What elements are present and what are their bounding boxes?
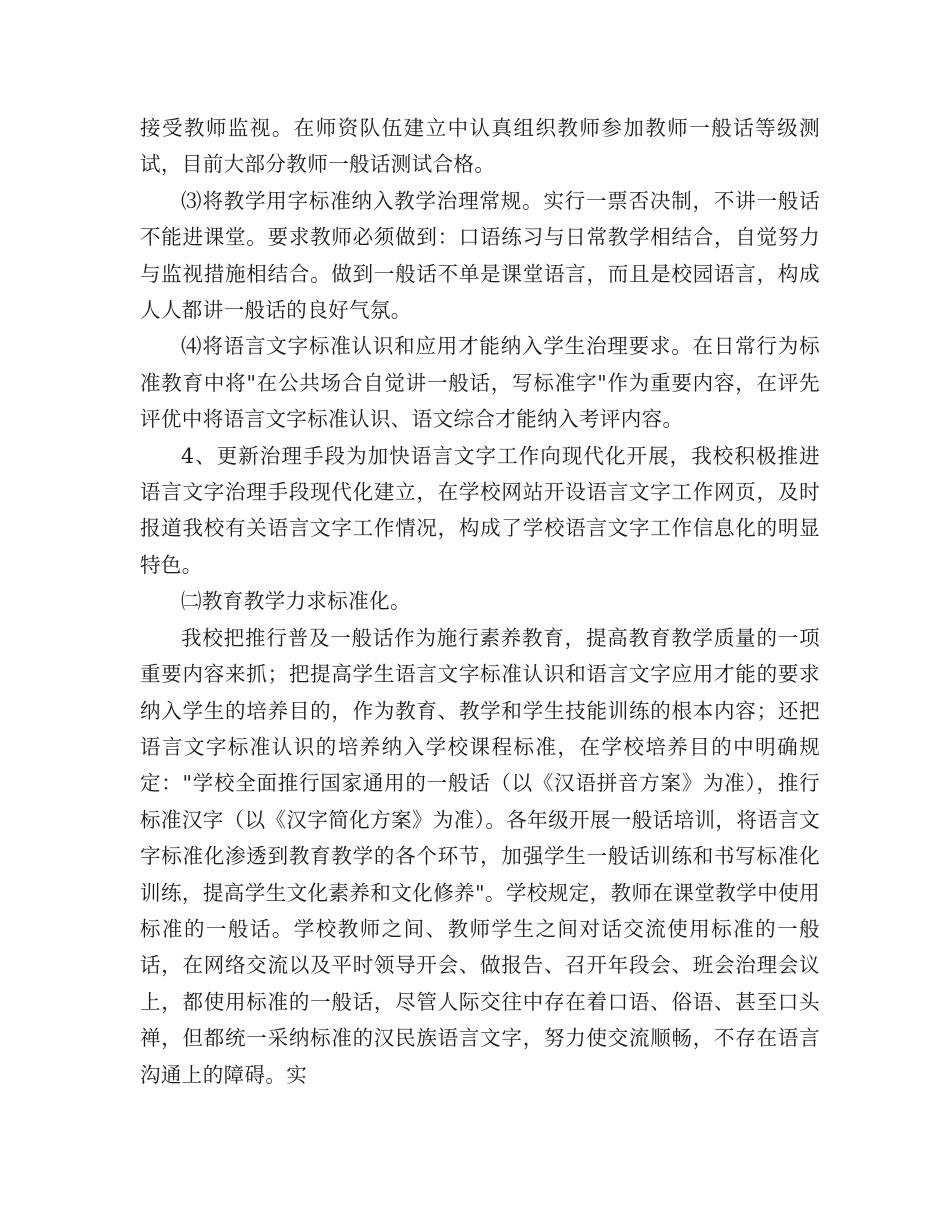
section-heading: ㈡教育教学力求标准化。 [181,589,411,614]
paragraph-continuation: 接受教师监视。在师资队伍建立中认真组织教师参加教师一般话等级测试，目前大部分教师一般话测试合格。 [140,116,820,177]
document-body [140,110,820,1093]
paragraph-item-4: ⑷将语言文字标准认识和应用才能纳入学生治理要求。在日常行为标准教育中将"在公共场合自觉讲一般话，写标准字"作为重要内容，在评先评优中将语言文字标准认识、语文综合才能纳入考评内容。 [140,334,820,432]
paragraph-body: 我校把推行普及一般话作为施行素养教育，提高教育教学质量的一项重要内容来抓；把提高学生语言文字标准认识和语言文字应用才能的要求纳入学生的培养目的，作为教育、教学和学生技能训练的根本内容；还把语言文字标准认识的培养纳入学校课程标准，在学校培养目的中明确规定："学校全面推行国家通用的一般话（以《汉语拼音方案》为准），推行标准汉字（以《汉字简化方案》为准）。各年级开展一般话培训，将语言文字标准化渗透到教育教学的各个环节，加强学生一般话训练和书写标准化训练，提高学生文化素养和文化修养"。学校规定，教师在课堂教学中使用标准的一般话。学校教师之间、教师学生之间对话交流使用标准的一般话，在网络交流以及平时领导开会、做报告、召开年段会、班会治理会议上，都使用标准的一般话，尽管人际交往中存在着口语、俗语、甚至口头禅，但都统一采纳标准的汉民族语言文字，努力使交流顺畅，不存在语言沟通上的障碍。实 [140,625,820,1087]
paragraph-item-3: ⑶将教学用字标准纳入教学治理常规。实行一票否决制，不讲一般话不能进课堂。要求教师必须做到：口语练习与日常教学相结合，自觉努力与监视措施相结合。做到一般话不单是课堂语言，而且是校园语言，构成人人都讲一般话的良好气氛。 [140,188,820,323]
paragraph-section-4: 4、更新治理手段为加快语言文字工作向现代化开展，我校积极推进语言文字治理手段现代化建立，在学校网站开设语言文字工作网页，及时报道我校有关语言文字工作情况，构成了学校语言文字工作信息化的明显特色。 [140,443,820,577]
